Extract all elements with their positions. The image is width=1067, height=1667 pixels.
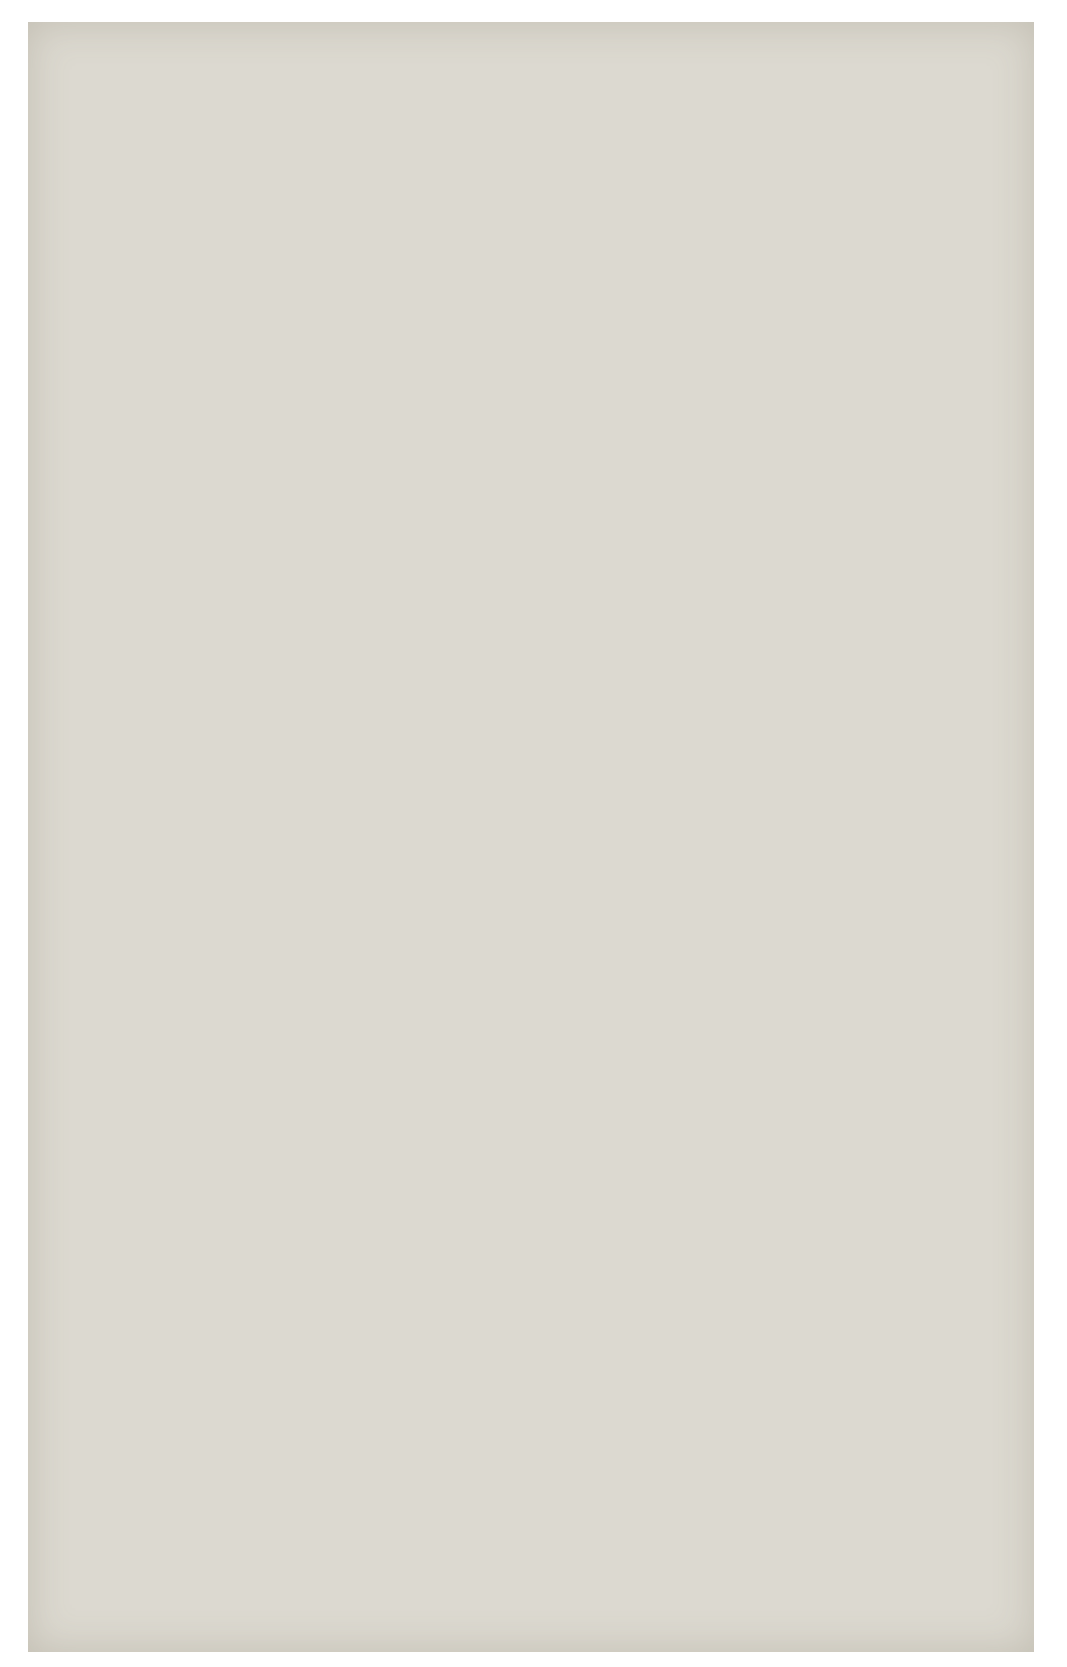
bottom-entries [98, 842, 1000, 1632]
document-page [28, 22, 1034, 1652]
bottom-half [98, 822, 1010, 1652]
top-half [98, 22, 1010, 822]
top-entries [98, 172, 1000, 802]
